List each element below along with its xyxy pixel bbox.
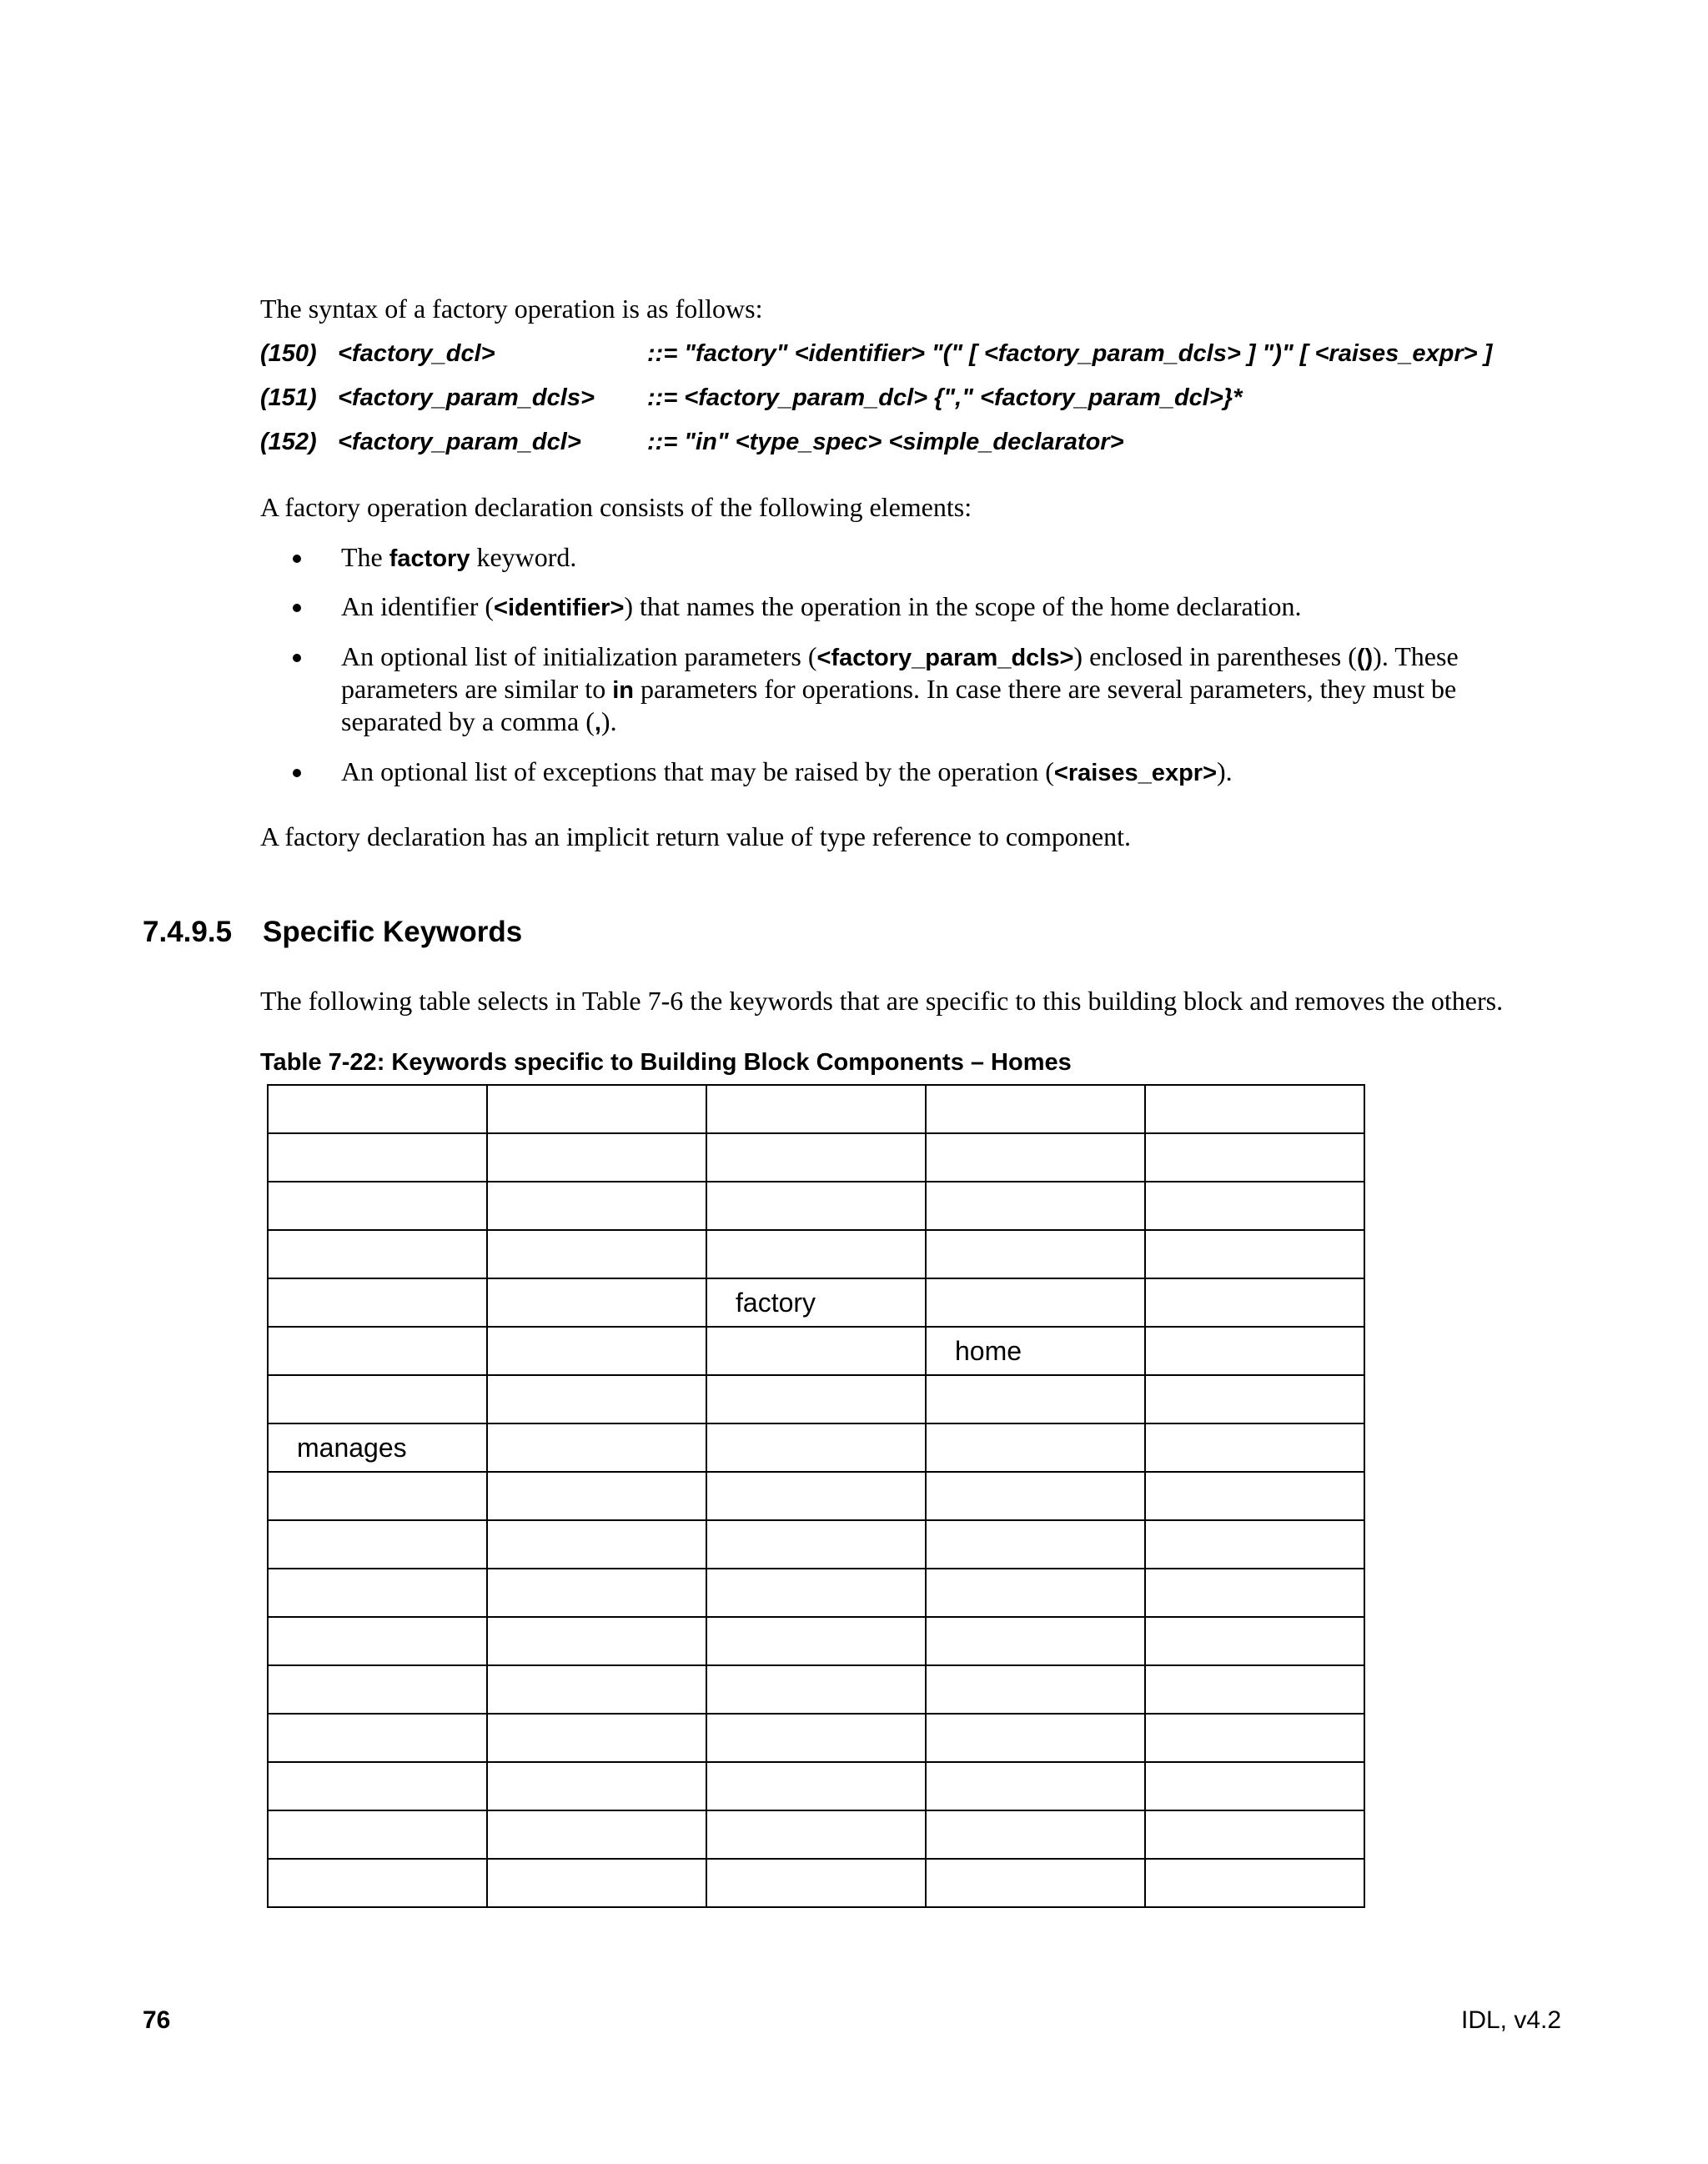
table-cell [268,1230,487,1278]
table-cell [926,1520,1145,1569]
table-row [268,1133,1364,1182]
table-cell [1145,1085,1364,1133]
table-cell [268,1810,487,1859]
table-row [268,1230,1364,1278]
table-cell [706,1423,926,1472]
table-row [268,1182,1364,1230]
bullet-text: ). These [1373,641,1459,671]
table-cell [268,1182,487,1230]
bullet-keyword: factory [389,545,470,572]
table-cell [1145,1327,1364,1375]
table-cell: home [926,1327,1145,1375]
table-cell [268,1133,487,1182]
table-cell [1145,1375,1364,1423]
section-number: 7.4.9.5 [143,916,233,948]
table-cell [706,1472,926,1520]
table-cell [1145,1182,1364,1230]
bullet-text: separated by a comma ( [341,706,595,736]
table-row [268,1278,1364,1327]
table-cell [926,1182,1145,1230]
grammar-rule-number: (150) [260,340,317,367]
table-cell [706,1085,926,1133]
table-cell [926,1375,1145,1423]
table-row [268,1327,1364,1375]
bullet-icon [293,555,301,563]
list-item [341,641,1459,672]
keywords-table [267,1084,1365,1908]
table-cell [1145,1278,1364,1327]
grammar-rule-number: (151) [260,384,317,411]
bullet-keyword: <raises_expr> [1053,760,1218,786]
bullet-keyword: , [594,710,601,736]
table-cell [487,1327,706,1375]
table-cell [1145,1133,1364,1182]
bullet-icon [293,654,301,662]
table-cell [1145,1423,1364,1472]
table-cell [1145,1859,1364,1907]
syntax-intro: The syntax of a factory operation is as follows: [260,294,763,324]
table-caption: Table 7-22: Keywords specific to Building Block Components – Homes [260,1049,1072,1076]
table-cell [706,1859,926,1907]
grammar-rule-lhs: <factory_dcl> [338,340,495,367]
table-cell [268,1859,487,1907]
bullet-text: parameters for operations. In case there are several parameters, they must be [633,674,1457,704]
bullet-text: keyword. [470,542,577,572]
table-cell [487,1810,706,1859]
table-cell [926,1714,1145,1762]
grammar-rule-rhs: ::= "in" <type_spec> <simple_declarator> [647,429,1124,455]
page-number: 76 [143,2006,171,2034]
bullet-keyword: () [1356,645,1374,671]
table-cell [926,1810,1145,1859]
elements-intro: A factory operation declaration consists of the following elements: [260,492,972,522]
table-cell [487,1472,706,1520]
list-item [341,756,1233,787]
list-item-continuation [341,706,617,737]
table-cell [487,1182,706,1230]
bullet-text: The [341,542,389,572]
table-cell [1145,1617,1364,1665]
return-note: A factory declaration has an implicit return value of type reference to component. [260,821,1132,851]
bullet-keyword: in [612,677,634,704]
table-row [268,1665,1364,1714]
table-cell [1145,1714,1364,1762]
table-cell [706,1810,926,1859]
grammar-rule-rhs: ::= "factory" <identifier> "(" [ <factory_param_dcls> ] ")" [ <raises_expr> ] [647,340,1493,367]
table-cell [487,1230,706,1278]
table-cell [268,1617,487,1665]
table-cell [487,1762,706,1810]
table-cell [1145,1569,1364,1617]
table-cell [268,1714,487,1762]
table-cell [926,1472,1145,1520]
table-cell [268,1569,487,1617]
document-id: IDL, v4.2 [1461,2006,1562,2034]
table-cell [926,1859,1145,1907]
table-cell [268,1665,487,1714]
table-cell [268,1472,487,1520]
table-cell [706,1762,926,1810]
table-cell [487,1569,706,1617]
table-cell [268,1520,487,1569]
table-cell [926,1230,1145,1278]
table-cell [706,1714,926,1762]
table-cell [706,1665,926,1714]
table-row [268,1375,1364,1423]
bullet-icon [293,769,301,777]
table-cell [268,1278,487,1327]
table-cell [487,1714,706,1762]
table-cell [487,1520,706,1569]
table-cell [706,1569,926,1617]
table-row [268,1762,1364,1810]
section-title: Specific Keywords [263,916,523,948]
grammar-rule-lhs: <factory_param_dcls> [338,384,595,411]
bullet-icon [293,604,301,612]
table-row [268,1569,1364,1617]
table-cell [1145,1472,1364,1520]
bullet-text: ). [1217,756,1233,786]
table-cell [706,1230,926,1278]
table-cell [926,1278,1145,1327]
table-cell [487,1859,706,1907]
table-cell [1145,1520,1364,1569]
table-cell [706,1375,926,1423]
table-row [268,1859,1364,1907]
bullet-keyword: <identifier> [494,595,625,621]
table-cell [487,1133,706,1182]
table-cell [1145,1810,1364,1859]
table-cell [487,1423,706,1472]
table-cell [926,1665,1145,1714]
table-cell [487,1617,706,1665]
table-cell [706,1520,926,1569]
list-item [341,591,1302,622]
bullet-text: An identifier ( [341,591,495,621]
list-item-continuation [341,674,1456,705]
table-row [268,1810,1364,1859]
table-cell [706,1327,926,1375]
section-text: The following table selects in Table 7-6 the keywords that are specific to this building block and removes the others. [260,986,1504,1016]
table-row [268,1617,1364,1665]
list-item [341,542,576,573]
table-cell [926,1762,1145,1810]
table-cell [1145,1665,1364,1714]
bullet-keyword: <factory_param_dcls> [816,645,1074,671]
table-cell [487,1278,706,1327]
table-row [268,1472,1364,1520]
table-cell [926,1085,1145,1133]
bullet-text: ) that names the operation in the scope of the home declaration. [624,591,1302,621]
table-cell [706,1133,926,1182]
table-cell [926,1569,1145,1617]
table-cell [1145,1230,1364,1278]
table-cell [268,1375,487,1423]
table-cell: manages [268,1423,487,1472]
table-row [268,1085,1364,1133]
table-cell [706,1617,926,1665]
bullet-text: An optional list of exceptions that may be raised by the operation ( [341,756,1054,786]
bullet-text: An optional list of initialization parameters ( [341,641,817,671]
table-cell [268,1085,487,1133]
grammar-rule-rhs: ::= <factory_param_dcl> {"," <factory_param_dcl>}* [647,384,1243,411]
bullet-text: ) enclosed in parentheses ( [1073,641,1357,671]
table-cell [926,1423,1145,1472]
table-cell [926,1617,1145,1665]
table-row [268,1714,1364,1762]
table-cell [926,1133,1145,1182]
table-cell [487,1085,706,1133]
bullet-text: parameters are similar to [341,674,613,704]
table-cell [706,1182,926,1230]
table-cell [487,1375,706,1423]
grammar-rule-number: (152) [260,429,317,455]
table-cell: factory [706,1278,926,1327]
table-row [268,1520,1364,1569]
table-row [268,1423,1364,1472]
grammar-rule-lhs: <factory_param_dcl> [338,429,581,455]
bullet-text: ). [600,706,617,736]
table-cell [1145,1762,1364,1810]
table-cell [487,1665,706,1714]
table-cell [268,1327,487,1375]
table-cell [268,1762,487,1810]
